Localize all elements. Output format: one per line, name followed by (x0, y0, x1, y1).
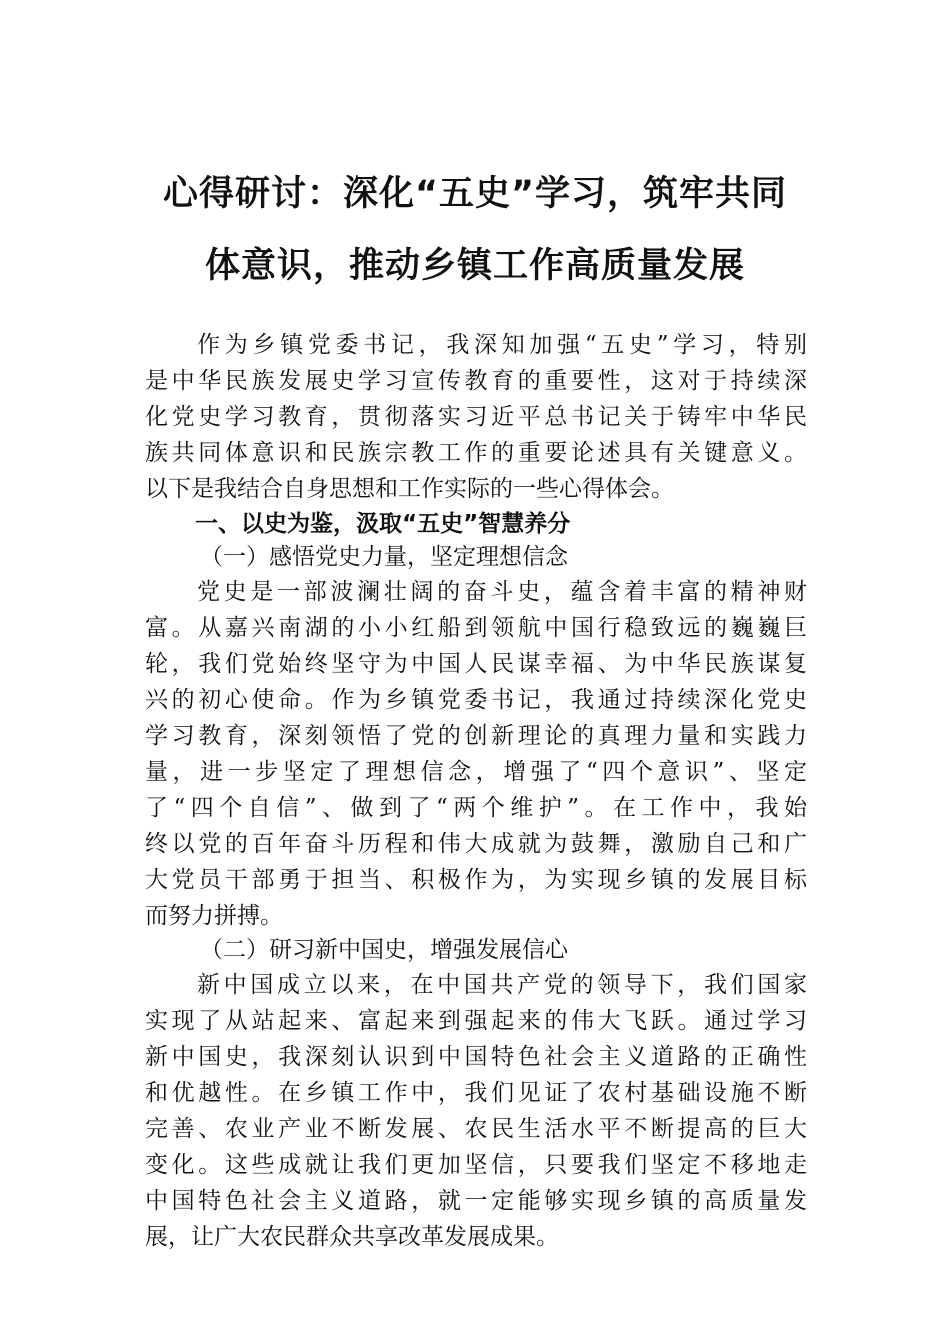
text-line: 和优越性。在乡镇工作中，我们见证了农村基础设施不断 (145, 1080, 807, 1106)
document-body (145, 327, 807, 1255)
subsection-heading: （二）研习新中国史，增强发展信心 (200, 937, 568, 963)
text-line: 以下是我结合自身思想和工作实际的一些心得体会。 (145, 476, 674, 502)
text-line: 富。从嘉兴南湖的小小红船到领航中国行稳致远的巍巍巨 (145, 615, 807, 641)
title-line: 体意识，推动乡镇工作高质量发展 (204, 246, 745, 286)
paragraph (145, 967, 807, 1255)
text-line: 学习教育，深刻领悟了党的创新理论的真理力量和实践力 (145, 723, 807, 749)
section-heading: 一、以史为鉴，汲取“五史”智慧养分 (195, 511, 571, 537)
text-line: 党史是一部波澜壮阔的奋斗史，蕴含着丰富的精神财 (197, 579, 807, 605)
text-line: 是中华民族发展史学习宣传教育的重要性，这对于持续深 (145, 368, 807, 394)
intro-paragraph (145, 327, 807, 507)
text-line: 完善、农业产业不断发展、农民生活水平不断提高的巨大 (145, 1116, 807, 1142)
text-line: 实现了从站起来、富起来到强起来的伟大飞跃。通过学习 (145, 1008, 807, 1034)
text-line: 量，进一步坚定了理想信念，增强了“四个意识”、坚定 (145, 759, 807, 785)
text-line: 终以党的百年奋斗历程和伟大成就为鼓舞，激励自己和广 (145, 831, 807, 857)
text-line: 而努力拼搏。 (145, 903, 283, 929)
text-line: 化党史学习教育，贯彻落实习近平总书记关于铸牢中华民 (145, 404, 807, 430)
text-line: 了“四个自信”、做到了“两个维护”。在工作中，我始 (145, 795, 807, 821)
text-line: 中国特色社会主义道路，就一定能够实现乡镇的高质量发 (145, 1188, 807, 1214)
document-title (100, 158, 850, 302)
paragraph (145, 574, 807, 934)
text-line: 兴的初心使命。作为乡镇党委书记，我通过持续深化党史 (145, 687, 807, 713)
text-line: 轮，我们党始终坚守为中国人民谋幸福、为中华民族谋复 (145, 651, 807, 677)
text-line: 展，让广大农民群众共享改革发展成果。 (145, 1224, 559, 1250)
title-line: 心得研讨：深化“五史”学习，筑牢共同 (162, 174, 787, 214)
subsection-heading: （一）感悟党史力量，坚定理想信念 (200, 544, 568, 570)
text-line: 新中国史，我深刻认识到中国特色社会主义道路的正确性 (145, 1044, 807, 1070)
text-line: 族共同体意识和民族宗教工作的重要论述具有关键意义。 (145, 440, 807, 466)
text-line: 作为乡镇党委书记，我深知加强“五史”学习，特别 (197, 332, 807, 358)
text-line: 新中国成立以来，在中国共产党的领导下，我们国家 (197, 972, 807, 998)
text-line: 变化。这些成就让我们更加坚信，只要我们坚定不移地走 (145, 1152, 807, 1178)
text-line: 大党员干部勇于担当、积极作为，为实现乡镇的发展目标 (145, 867, 807, 893)
